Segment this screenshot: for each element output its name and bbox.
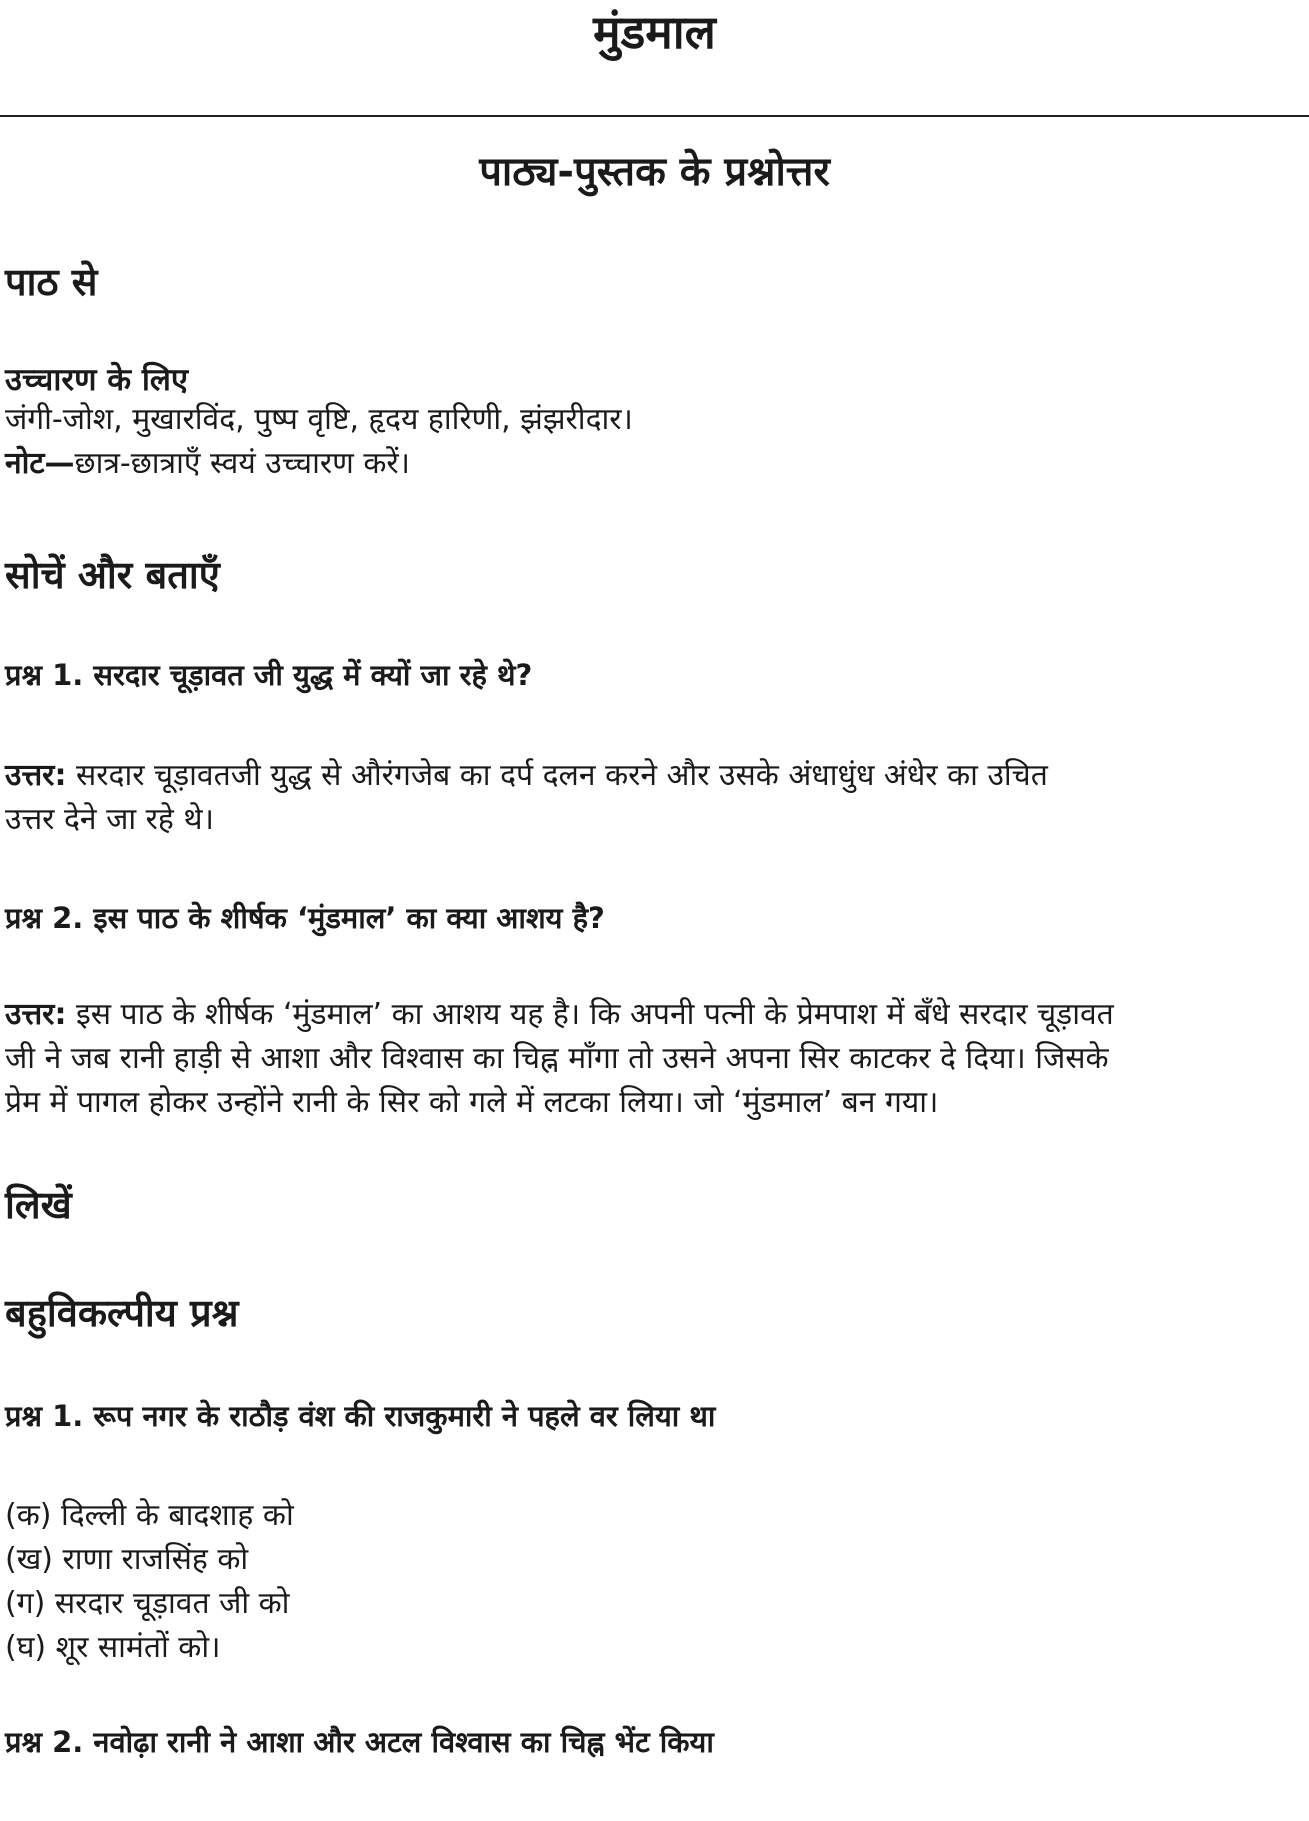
- page-subtitle: पाठ्य-पुस्तक के प्रश्नोत्तर: [479, 149, 830, 195]
- mcq-1-options: [5, 1494, 1301, 1670]
- question-1: प्रश्न 1. सरदार चूड़ावत जी युद्ध में क्यों जा रहे थे?: [5, 658, 533, 692]
- mcq-question-2: प्रश्न 2. नवोढ़ा रानी ने आशा और अटल विश्वास का चिह्न भेंट किया: [5, 1725, 714, 1759]
- answer-2-line-3: प्रेम में पागल होकर उन्होंने रानी के सिर को गले में लटका लिया। जो ‘मुंडमाल’ बन गया।: [5, 1085, 939, 1120]
- pronunciation-words: जंगी-जोश, मुखारविंद, पुष्प वृष्टि, हृदय हारिणी, झंझरीदार।: [5, 402, 633, 437]
- answer-2-line-1: [5, 993, 1301, 1037]
- note-text: छात्र-छात्राएँ स्वयं उच्चारण करें।: [74, 446, 411, 481]
- answer-label: उत्तर:: [5, 997, 67, 1032]
- section-heading-mcq: बहुविकल्पीय प्रश्न: [5, 1291, 239, 1335]
- answer-label: उत्तर:: [5, 758, 67, 793]
- pronunciation-note: [5, 442, 1301, 486]
- answer-2: [5, 993, 1301, 1125]
- answer-1-line-1: [5, 754, 1301, 798]
- answer-1: [5, 754, 1301, 842]
- mcq-option-c: (ग) सरदार चूड़ावत जी को: [5, 1586, 290, 1621]
- answer-1-text-1: सरदार चूड़ावतजी युद्ध से औरंगजेब का दर्प दलन करने और उसके अंधाधुंध अंधेर का उचित: [75, 758, 1048, 793]
- note-label: नोट—: [5, 446, 75, 481]
- section-heading-soche-bataen: सोचें और बताएँ: [5, 553, 220, 597]
- answer-2-text-1: इस पाठ के शीर्षक ‘मुंडमाल’ का आशय यह है। कि अपनी पत्नी के प्रेमपाश में बँधे सरदार चूड़ावत: [75, 997, 1114, 1032]
- mcq-question-1: प्रश्न 1. रूप नगर के राठौड़ वंश की राजकुमारी ने पहले वर लिया था: [5, 1399, 716, 1433]
- answer-2-line-2: जी ने जब रानी हाड़ी से आशा और विश्वास का चिह्न माँगा तो उसने अपना सिर काटकर दे दिया। जिसके: [5, 1041, 1109, 1076]
- mcq-option-b: (ख) राणा राजसिंह को: [5, 1542, 249, 1577]
- mcq-option-d: (घ) शूर सामंतों को।: [5, 1630, 221, 1665]
- mcq-option-a: (क) दिल्ली के बादशाह को: [5, 1498, 294, 1533]
- page-title: मुंडमाल: [593, 5, 716, 59]
- answer-1-line-2: उत्तर देने जा रहे थे।: [5, 802, 214, 837]
- question-2: प्रश्न 2. इस पाठ के शीर्षक ‘मुंडमाल’ का क्या आशय है?: [5, 901, 605, 935]
- title-divider: [0, 115, 1309, 117]
- section-heading-likhen: लिखें: [5, 1183, 72, 1227]
- section-heading-path-se: पाठ से: [5, 260, 98, 304]
- pronunciation-heading: उच्चारण के लिए: [5, 362, 189, 398]
